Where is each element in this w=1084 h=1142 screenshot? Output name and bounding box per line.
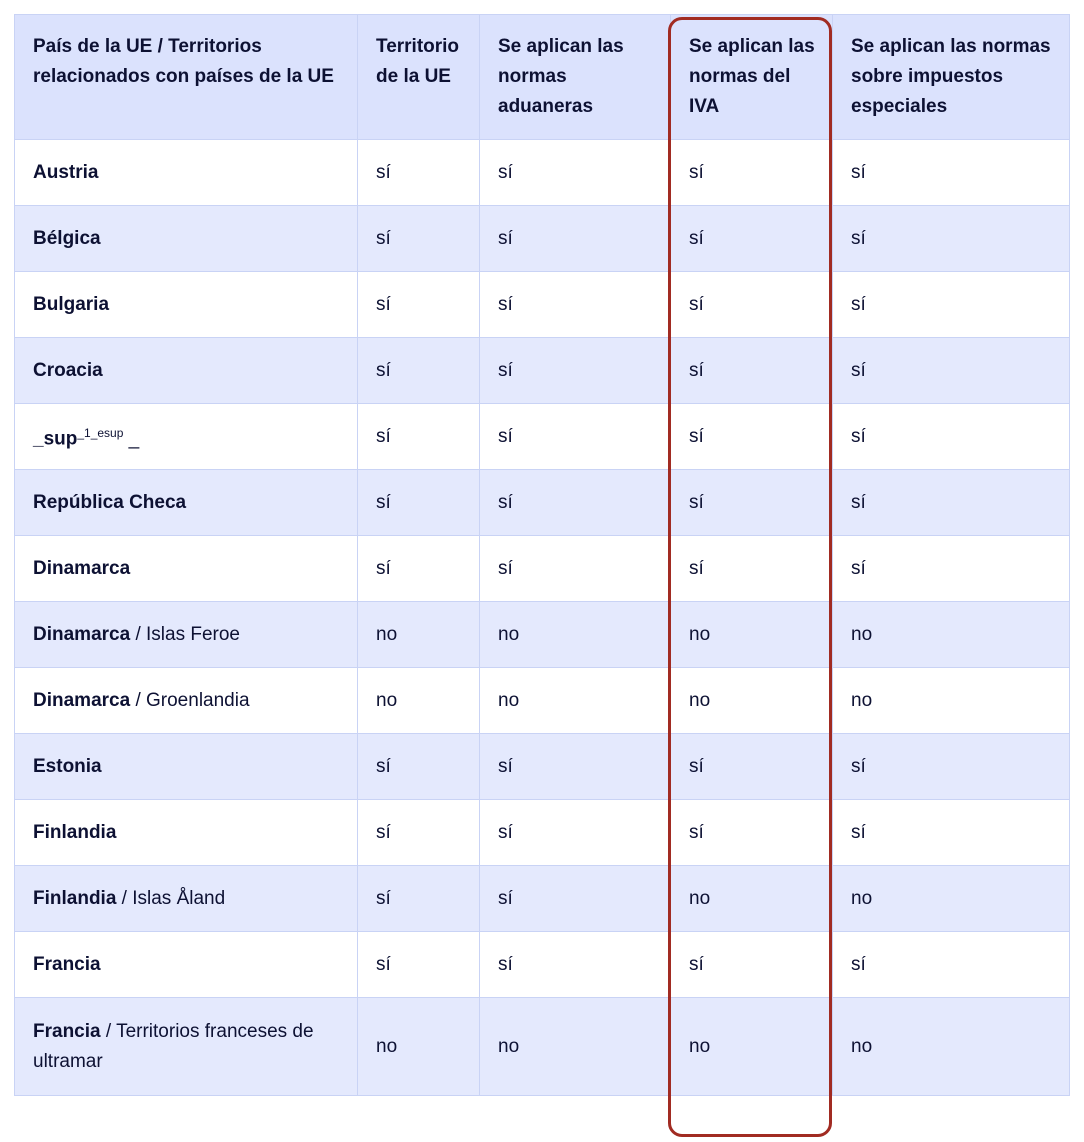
excise-rules-value: sí — [833, 734, 1070, 800]
customs-rules-value: sí — [480, 272, 671, 338]
country-name: Bélgica — [33, 227, 101, 249]
vat-rules-value: sí — [671, 140, 833, 206]
eu-territory-value: sí — [358, 338, 480, 404]
customs-rules-value: sí — [480, 536, 671, 602]
eu-territories-table — [14, 14, 1070, 1096]
excise-rules-value: sí — [833, 800, 1070, 866]
customs-rules-value: sí — [480, 338, 671, 404]
table-header-row — [15, 15, 1070, 140]
table-row — [15, 866, 1070, 932]
footnote-marker: _1_esup — [77, 426, 124, 441]
vat-rules-value: no — [671, 602, 833, 668]
excise-rules-value: no — [833, 998, 1070, 1096]
header-eu-territory: Territorio de la UE — [358, 15, 480, 140]
table-row — [15, 536, 1070, 602]
eu-territory-value: sí — [358, 866, 480, 932]
territory-name: / Territorios franceses de ultramar — [33, 1020, 314, 1072]
eu-territory-value: no — [358, 998, 480, 1096]
excise-rules-value: sí — [833, 932, 1070, 998]
eu-territory-value: sí — [358, 932, 480, 998]
eu-territory-value: sí — [358, 470, 480, 536]
country-cell — [15, 140, 358, 206]
excise-rules-value: sí — [833, 404, 1070, 470]
vat-rules-value: sí — [671, 800, 833, 866]
country-name: Finlandia — [33, 887, 117, 909]
customs-rules-value: sí — [480, 932, 671, 998]
table-row — [15, 998, 1070, 1096]
country-cell — [15, 338, 358, 404]
country-name: _sup — [33, 428, 78, 450]
country-cell — [15, 998, 358, 1096]
table-row — [15, 206, 1070, 272]
vat-rules-value: sí — [671, 338, 833, 404]
vat-rules-value: no — [671, 866, 833, 932]
eu-territory-value: no — [358, 668, 480, 734]
excise-rules-value: sí — [833, 338, 1070, 404]
country-name: Bulgaria — [33, 293, 110, 315]
vat-rules-value: sí — [671, 206, 833, 272]
country-name: Finlandia — [33, 821, 117, 843]
customs-rules-value: sí — [480, 800, 671, 866]
table-row — [15, 734, 1070, 800]
country-cell — [15, 734, 358, 800]
eu-territory-value: sí — [358, 536, 480, 602]
country-cell — [15, 866, 358, 932]
country-name: Austria — [33, 161, 99, 183]
eu-territory-value: sí — [358, 140, 480, 206]
country-cell — [15, 404, 358, 470]
territory-name: / Islas Åland — [116, 887, 226, 909]
header-vat-rules: Se aplican las normas del IVA — [671, 15, 833, 140]
vat-rules-value: sí — [671, 470, 833, 536]
customs-rules-value: sí — [480, 206, 671, 272]
customs-rules-value: sí — [480, 866, 671, 932]
country-cell — [15, 470, 358, 536]
eu-territory-value: no — [358, 602, 480, 668]
country-cell — [15, 668, 358, 734]
country-cell — [15, 800, 358, 866]
customs-rules-value: no — [480, 998, 671, 1096]
eu-territory-value: sí — [358, 272, 480, 338]
country-name: Dinamarca — [33, 689, 131, 711]
vat-rules-value: sí — [671, 404, 833, 470]
country-cell — [15, 536, 358, 602]
table-row — [15, 470, 1070, 536]
customs-rules-value: no — [480, 668, 671, 734]
customs-rules-value: no — [480, 602, 671, 668]
territory-name: / Groenlandia — [130, 689, 250, 711]
vat-rules-value: sí — [671, 932, 833, 998]
excise-rules-value: sí — [833, 536, 1070, 602]
country-cell — [15, 932, 358, 998]
excise-rules-value: no — [833, 668, 1070, 734]
customs-rules-value: sí — [480, 404, 671, 470]
footnote-tail: _ — [123, 428, 140, 450]
country-cell — [15, 602, 358, 668]
excise-rules-value: sí — [833, 272, 1070, 338]
country-name: Dinamarca — [33, 557, 131, 579]
country-name: Dinamarca — [33, 623, 131, 645]
eu-territories-table-wrapper — [14, 14, 1069, 1096]
country-name: Francia — [33, 1020, 101, 1042]
header-excise-rules: Se aplican las normas sobre impuestos especiales — [833, 15, 1070, 140]
eu-territory-value: sí — [358, 404, 480, 470]
eu-territory-value: sí — [358, 734, 480, 800]
customs-rules-value: sí — [480, 734, 671, 800]
table-row — [15, 602, 1070, 668]
vat-rules-value: sí — [671, 536, 833, 602]
table-row — [15, 338, 1070, 404]
table-row — [15, 668, 1070, 734]
eu-territory-value: sí — [358, 800, 480, 866]
table-row — [15, 404, 1070, 470]
territory-name: / Islas Feroe — [130, 623, 240, 645]
table-row — [15, 932, 1070, 998]
vat-rules-value: no — [671, 998, 833, 1096]
vat-rules-value: sí — [671, 272, 833, 338]
country-name: Francia — [33, 953, 101, 975]
vat-rules-value: sí — [671, 734, 833, 800]
country-name: Croacia — [33, 359, 103, 381]
table-body — [15, 140, 1070, 1096]
table-row — [15, 800, 1070, 866]
country-cell — [15, 206, 358, 272]
excise-rules-value: no — [833, 602, 1070, 668]
header-country: País de la UE / Territorios relacionados con países de la UE — [15, 15, 358, 140]
eu-territory-value: sí — [358, 206, 480, 272]
vat-rules-value: no — [671, 668, 833, 734]
table-row — [15, 140, 1070, 206]
country-cell — [15, 272, 358, 338]
country-name: Estonia — [33, 755, 102, 777]
customs-rules-value: sí — [480, 140, 671, 206]
excise-rules-value: sí — [833, 470, 1070, 536]
excise-rules-value: sí — [833, 206, 1070, 272]
customs-rules-value: sí — [480, 470, 671, 536]
excise-rules-value: no — [833, 866, 1070, 932]
country-name: República Checa — [33, 491, 187, 513]
header-customs-rules: Se aplican las normas aduaneras — [480, 15, 671, 140]
excise-rules-value: sí — [833, 140, 1070, 206]
table-row — [15, 272, 1070, 338]
